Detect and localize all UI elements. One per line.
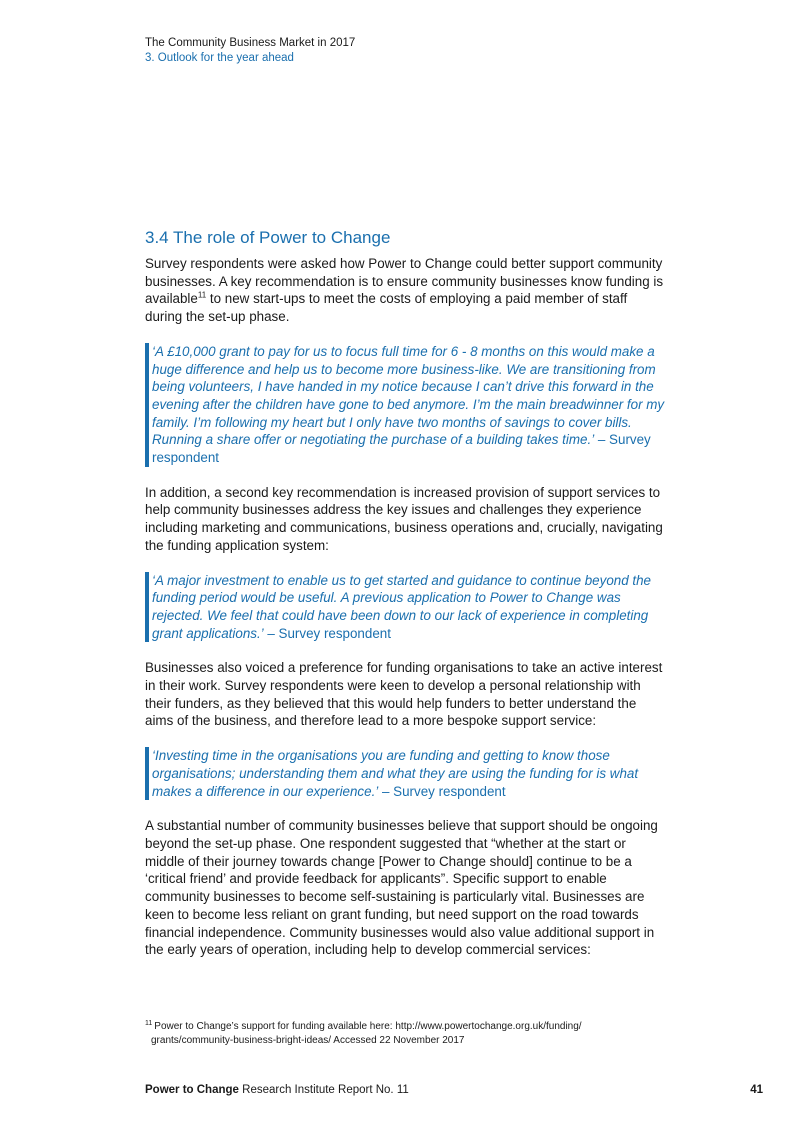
footnote-text[interactable]: Power to Change’s support for funding available here: http://www.powertochange.org.uk/funding/ [154,1021,582,1032]
pull-quote-2 [145,572,665,643]
quote-attribution: – Survey respondent [263,625,391,641]
page-number: 41 [750,1084,763,1096]
paragraph-ongoing-support: A substantial number of community businesses believe that support should be ongoing beyond the set-up phase. One respondent suggested that “whether at the start or middle of their journey towards change [Power to Change should] continue to be a ‘critical friend’ and provide feedback for applicants”. Specific support to enable community businesses to become self-sustaining is particularly vital. Businesses are keen to become less reliant on grant funding, but need support on the road towards financial independence. Community businesses would also value additional support in the early years of operation, including help to develop commercial services: [145,818,658,958]
document-title: The Community Business Market in 2017 [145,37,356,49]
quote-attribution: – Survey respondent [378,783,506,799]
footnote-line-2[interactable]: grants/community-business-bright-ideas/ Accessed 22 November 2017 [151,1035,465,1046]
page-footer [145,1083,763,1098]
paragraph-intro-text: Survey respondents were asked how Power to Change could better support community businesses. A key recommendation is to ensure community businesses know funding is available [145,256,664,307]
footnote-number: 11 [145,1019,153,1027]
quote-text: ‘A £10,000 grant to pay for us to focus full time for 6 - 8 months on this would make a huge difference and help us to become more business-like. We are transitioning from being volunteers, I have handed in my notice because I can’t drive this forward in the evening after the children have gone to bed anymore. I’m the main breadwinner for my family. I’m following my heart but I only have two months of savings to cover bills. Running a share offer or negotiating the purchase of a building takes time.’ [152,343,665,448]
main-content [145,227,665,976]
chapter-title: 3. Outlook for the year ahead [145,52,294,64]
pull-quote-3 [145,747,665,800]
footnote [145,1020,665,1048]
footnote-line-1 [145,1020,665,1034]
paragraph-intro-text-cont: to new start-ups to meet the costs of employing a paid member of staff during the set-up phase. [145,291,628,325]
pull-quote-1 [145,343,665,467]
paragraph-support-services: In addition, a second key recommendation is increased provision of support services to help community businesses address the key issues and challenges they experience including marketing and communications, business operations and, crucially, navigating the funding application system: [145,484,663,553]
running-head [145,36,355,66]
quote-text: ‘Investing time in the organisations you are funding and getting to know those organisations; understanding them and what they are using the funding for is what makes a difference in our experience.’ [152,748,639,799]
quote-text: ‘A major investment to enable us to get started and guidance to continue beyond the funding period would be useful. A previous application to Power to Change was rejected. We feel that could have been down to our lack of experience in completing grant applications.’ [152,572,652,641]
footer-brand: Power to Change [145,1084,239,1096]
footer-report-title: Research Institute Report No. 11 [238,1084,409,1096]
paragraph-funder-relationship: Businesses also voiced a preference for funding organisations to take an active interest in their work. Survey respondents were keen to develop a personal relationship with their funders, as they believed that this would help funders to better understand the aims of the business, and therefore lead to a more bespoke support service: [145,660,663,729]
section-title: 3.4 The role of Power to Change [145,228,391,247]
quote-attribution: – Survey respondent [152,432,651,466]
paragraph-intro [145,255,665,326]
footnote-reference[interactable]: 11 [197,290,207,300]
